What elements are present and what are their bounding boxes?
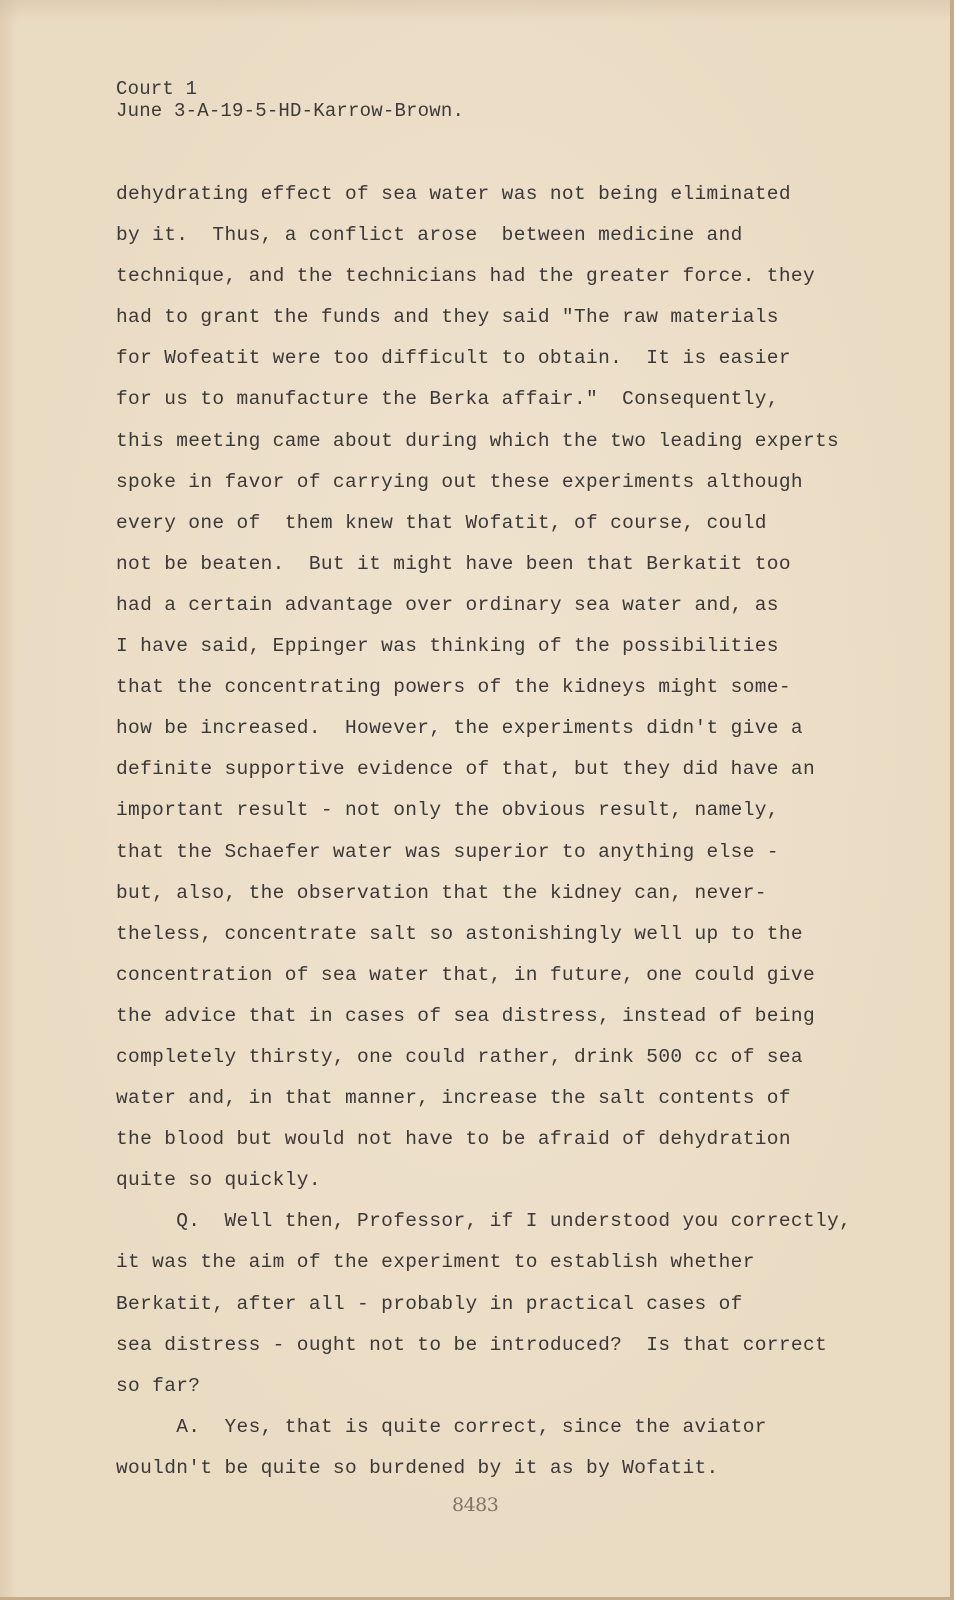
court-label: Court 1 — [116, 78, 198, 100]
transcript-line: spoke in favor of carrying out these experiments although — [116, 470, 803, 493]
transcript-line: completely thirsty, one could rather, drink 500 cc of sea — [116, 1045, 803, 1068]
transcript-line: I have said, Eppinger was thinking of the possibilities — [116, 635, 779, 658]
transcript-line: this meeting came about during which the two leading experts — [116, 429, 840, 452]
transcript-line: for us to manufacture the Berka affair." Consequently, — [116, 388, 779, 411]
transcript-line: every one of them knew that Wofatit, of course, could — [116, 511, 767, 534]
document-header — [116, 78, 464, 122]
transcript-body — [116, 174, 876, 1489]
transcript-line: technique, and the technicians had the greater force. they — [116, 265, 816, 288]
transcript-line: quite so quickly. — [116, 1169, 321, 1192]
transcript-line: how be increased. However, the experiments didn't give a — [116, 717, 803, 740]
transcript-line: had to grant the funds and they said "The raw materials — [116, 306, 779, 329]
transcript-line: but, also, the observation that the kidney can, never- — [116, 881, 767, 904]
transcript-line: that the concentrating powers of the kidneys might some- — [116, 676, 791, 699]
transcript-line: the advice that in cases of sea distress, instead of being — [116, 1004, 816, 1027]
transcript-line: for Wofeatit were too difficult to obtain. It is easier — [116, 347, 791, 370]
transcript-line: definite supportive evidence of that, but they did have an — [116, 758, 816, 781]
answer-line: A. Yes, that is quite correct, since the aviator — [116, 1415, 767, 1438]
transcript-line: wouldn't be quite so burdened by it as by Wofatit. — [116, 1456, 719, 1479]
transcript-line: theless, concentrate salt so astonishingly well up to the — [116, 922, 803, 945]
transcript-line: not be beaten. But it might have been that Berkatit too — [116, 552, 791, 575]
transcript-line: it was the aim of the experiment to establish whether — [116, 1251, 755, 1274]
transcript-line: the blood but would not have to be afraid of dehydration — [116, 1128, 791, 1151]
transcript-line: Berkatit, after all - probably in practical cases of — [116, 1292, 743, 1315]
question-line: Q. Well then, Professor, if I understood you correctly, — [116, 1210, 852, 1233]
transcript-line: sea distress - ought not to be introduced? Is that correct — [116, 1333, 828, 1356]
transcript-line: so far? — [116, 1374, 201, 1397]
transcript-line: dehydrating effect of sea water was not being eliminated — [116, 183, 791, 205]
session-reference: June 3-A-19-5-HD-Karrow-Brown. — [116, 100, 465, 122]
transcript-line: water and, in that manner, increase the salt contents of — [116, 1087, 791, 1110]
page-number: 8483 — [452, 1494, 499, 1516]
transcript-line: had a certain advantage over ordinary sea water and, as — [116, 593, 779, 616]
transcript-line: important result - not only the obvious result, namely, — [116, 799, 779, 822]
transcript-line: by it. Thus, a conflict arose between medicine and — [116, 224, 743, 247]
transcript-line: concentration of sea water that, in future, one could give — [116, 963, 816, 986]
transcript-line: that the Schaefer water was superior to anything else - — [116, 840, 779, 863]
